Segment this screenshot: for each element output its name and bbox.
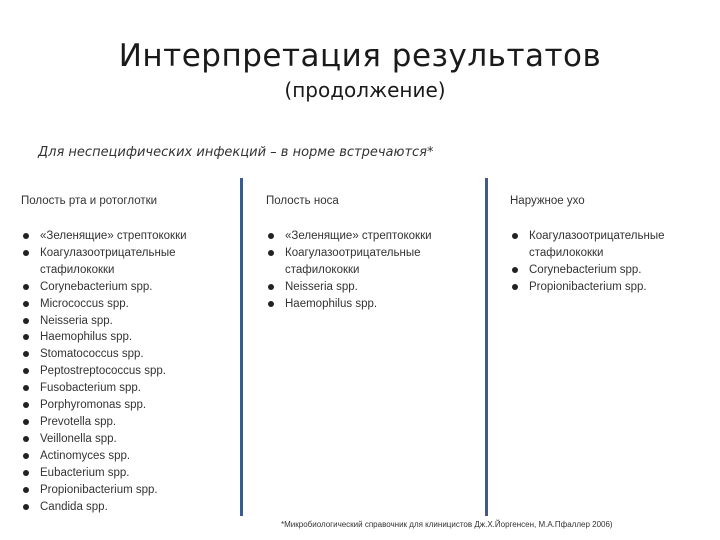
bullet-icon [512,284,518,290]
list-item [21,296,236,313]
bullet-icon [268,233,274,239]
list-item-text: «Зеленящие» стрептококки [40,230,187,242]
list-item [510,262,705,279]
list-item-text: Eubacterium spp. [40,466,130,479]
list-item-text: Porphyromonas spp. [40,399,147,412]
bullet-icon [23,470,29,476]
list-item [510,279,705,296]
column-nasal-cavity [266,194,481,313]
list-item [21,329,236,346]
list-item-text: Haemophilus spp. [40,331,133,344]
bullet-icon [23,419,29,425]
list-item [21,414,236,431]
bullet-icon [23,368,29,374]
footnote: *Микробиологический справочник для клиницистов Дж.Х.Йоргенсен, М.А.Пфаллер 2006) [281,520,613,529]
list-item-text: Stomatococcus spp. [40,348,144,361]
list-item-text: Коагулазоотрицательные стафилококки [285,246,421,276]
list-item-text: Коагулазоотрицательные стафилококки [40,246,176,276]
column-header: Наружное ухо [510,195,585,207]
list-item-text: Propionibacterium spp. [40,483,158,496]
bullet-icon [23,385,29,391]
organism-list [510,228,705,296]
list-item-text: Propionibacterium spp. [529,280,647,293]
list-item-text: Peptostreptococcus spp. [40,365,166,378]
bullet-icon [23,402,29,408]
bullet-icon [268,284,274,290]
column-oral-cavity [21,194,236,515]
list-item-text: Neisseria spp. [285,280,358,293]
list-item [21,397,236,414]
column-divider-2 [485,178,488,516]
list-item-text: Candida spp. [40,500,108,513]
list-item-text: Haemophilus spp. [285,297,378,310]
list-item-text: Actinomyces spp. [40,449,131,462]
list-item-text: Micrococcus spp. [40,297,129,310]
list-item [21,380,236,397]
list-item [266,228,481,245]
bullet-icon [23,436,29,442]
list-item [21,431,236,448]
list-item-text: Corynebacterium spp. [40,280,153,293]
list-item-text: «Зеленящие» стрептококки [285,230,432,242]
list-item-text: Neisseria spp. [40,314,113,327]
page-subtitle: (продолжение) [284,78,446,102]
list-item [510,228,705,262]
bullet-icon [512,233,518,239]
bullet-icon [23,487,29,493]
list-item-text: Prevotella spp. [40,415,117,428]
bullet-icon [23,318,29,324]
bullet-icon [23,334,29,340]
list-item-text: Veillonella spp. [40,432,117,445]
intro-text: Для неспецифических инфекций – в норме встречаются* [38,145,434,160]
page-title: Интерпретация результатов [118,38,602,74]
bullet-icon [23,453,29,459]
list-item-text: Коагулазоотрицательные стафилококки [529,230,665,259]
list-item-text: Corynebacterium spp. [529,263,642,276]
list-item [21,313,236,330]
list-item-text: Fusobacterium spp. [40,382,141,395]
list-item [21,228,236,245]
list-item [21,465,236,482]
list-item [21,363,236,380]
bullet-icon [23,233,29,239]
list-item [266,296,481,313]
bullet-icon [23,250,29,256]
list-item [266,245,481,279]
column-outer-ear [510,194,705,296]
list-item [21,279,236,296]
bullet-icon [23,351,29,357]
list-item [266,279,481,296]
column-header: Полость рта и ротоглотки [21,195,158,207]
list-item [21,499,236,516]
bullet-icon [23,301,29,307]
bullet-icon [268,301,274,307]
list-item [21,346,236,363]
bullet-icon [512,267,518,273]
column-header: Полость носа [266,195,339,207]
bullet-icon [268,250,274,256]
bullet-icon [23,504,29,510]
organism-list [21,228,236,515]
bullet-icon [23,284,29,290]
list-item [21,482,236,499]
column-divider-1 [240,178,243,516]
list-item [21,245,236,279]
list-item [21,448,236,465]
organism-list [266,228,481,313]
